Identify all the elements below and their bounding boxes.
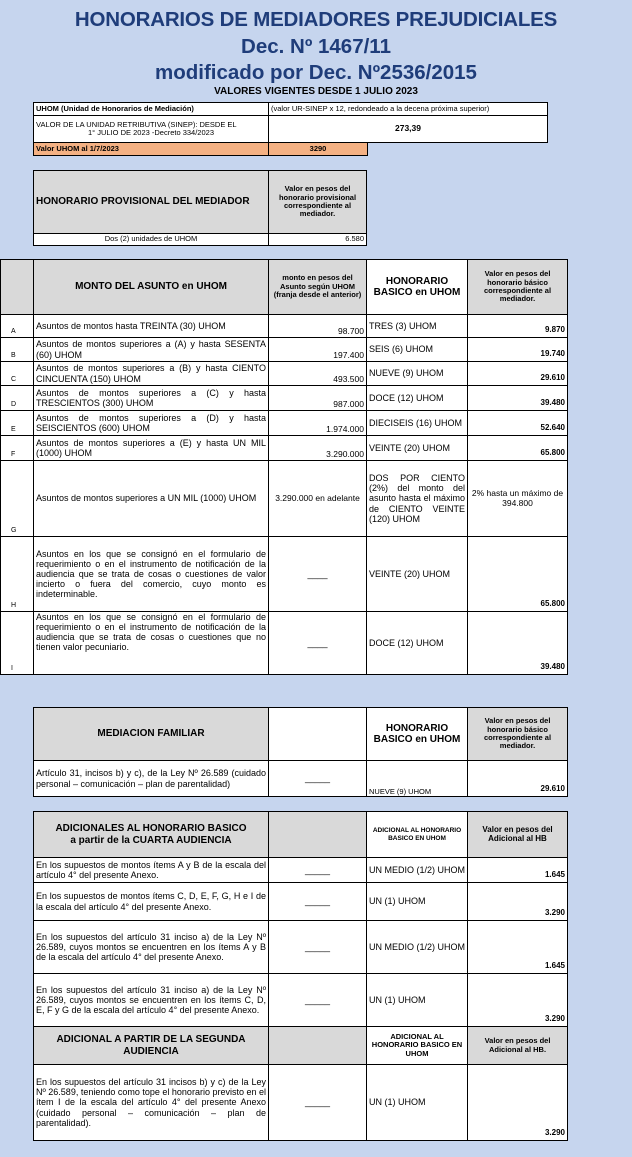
row-asunto: Asuntos de montos superiores a (A) y hasta SESENTA (60) UHOM [34, 338, 269, 362]
uhom-label: UHOM (Unidad de Honorarios de Mediación) [34, 103, 269, 116]
row-asunto: Asuntos de montos superiores a UN MIL (1000) UHOM [34, 461, 269, 537]
row-valor: 29.610 [468, 362, 568, 386]
row-monto: 197.400 [269, 338, 367, 362]
row-letter: B [1, 338, 34, 362]
row-valor: 2% hasta un máximo de 394.800 [468, 461, 568, 537]
valid-from-subtitle: VALORES VIGENTES DESDE 1 JULIO 2023 [214, 86, 418, 97]
row-valor: 39.480 [468, 386, 568, 411]
adicional-row-valor: 1.645 [468, 858, 568, 883]
segunda-row-valor: 3.290 [468, 1065, 568, 1141]
row-valor: 52.640 [468, 411, 568, 436]
table-row [34, 974, 568, 1027]
row-letter: D [1, 386, 34, 411]
segunda-row-uhom: UN (1) UHOM [367, 1065, 468, 1141]
adicional-row-uhom: UN MEDIO (1/2) UHOM [367, 858, 468, 883]
table-row [1, 537, 568, 612]
monto-hb-header: HONORARIO BASICO en UHOM [367, 260, 468, 315]
familiar-header: MEDIACION FAMILIAR [34, 708, 269, 761]
adicional-row-dash: _____ [269, 921, 367, 974]
table-row [1, 338, 568, 362]
adicionales-valor-header: Valor en pesos del Adicional al HB [468, 812, 568, 858]
uhom-definition: (valor UR-SINEP x 12, redondeado a la decena próxima superior) [269, 103, 548, 116]
uhom-table [33, 102, 548, 156]
ur-sinep-label-line-2: 1° JULIO DE 2023 -Decreto 334/2023 [88, 128, 214, 137]
row-monto: 3.290.000 [269, 436, 367, 461]
segunda-empty-header [269, 1027, 367, 1065]
provisional-fee-table [33, 170, 367, 246]
adicional-row-valor: 3.290 [468, 883, 568, 921]
row-monto: 493.500 [269, 362, 367, 386]
adicional-row-uhom: UN (1) UHOM [367, 883, 468, 921]
provisional-fee-header: HONORARIO PROVISIONAL DEL MEDIADOR [34, 171, 269, 234]
adicional-row-valor: 1.645 [468, 921, 568, 974]
table-row [1, 411, 568, 436]
row-hb: SEIS (6) UHOM [367, 338, 468, 362]
row-hb: NUEVE (9) UHOM [367, 362, 468, 386]
row-letter: A [1, 315, 34, 338]
row-letter: F [1, 436, 34, 461]
row-hb: DIECISEIS (16) UHOM [367, 411, 468, 436]
monto-letter-header [1, 260, 34, 315]
row-asunto: Asuntos de montos superiores a (D) y hasta SEISCIENTOS (600) UHOM [34, 411, 269, 436]
adicionales-header [34, 812, 269, 858]
segunda-valor-header: Valor en pesos del Adicional al HB. [468, 1027, 568, 1065]
familiar-hb-header: HONORARIO BASICO en UHOM [367, 708, 468, 761]
row-letter: I [1, 612, 34, 675]
uhom-value: 3290 [269, 143, 368, 156]
title-line-2: Dec. Nº 1467/11 [241, 35, 391, 58]
adicional-row-dash: _____ [269, 974, 367, 1027]
table-row [34, 858, 568, 883]
ur-sinep-label-line-1: VALOR DE LA UNIDAD RETRIBUTIVA (SINEP): DESDE EL [36, 119, 237, 129]
table-row [34, 883, 568, 921]
adicional-row-text: En los supuestos del artículo 31 inciso a) de la Ley Nº 26.589, cuyos montos se encuentren en los ítems C, D, E, F y G de la escala del artículo 4° del presente Anexo. [34, 974, 269, 1027]
row-asunto: Asuntos en los que se consignó en el formulario de requerimiento o en el instrumento de notificación de la audiencia que se trata de cosas o cuestiones que no tienen valor pecuniario. [34, 612, 269, 675]
adicional-row-text: En los supuestos del artículo 31 inciso a) de la Ley Nº 26.589, cuyos montos se encuentren en los ítems A y B de la escala del artículo 4° del presente Anexo. [34, 921, 269, 974]
row-letter: H [1, 537, 34, 612]
adicionales-header-line-1: ADICIONALES AL HONORARIO BASICO [55, 823, 247, 835]
adicional-row-dash: _____ [269, 883, 367, 921]
monto-pesos-header: monto en pesos del Asunto según UHOM (franja desde el anterior) [269, 260, 367, 315]
table-row [34, 921, 568, 974]
title-line-1: HONORARIOS DE MEDIADORES PREJUDICIALES [74, 8, 558, 31]
row-hb: TRES (3) UHOM [367, 315, 468, 338]
adicional-row-dash: _____ [269, 858, 367, 883]
row-asunto: Asuntos de montos superiores a (C) y hasta TRESCIENTOS (300) UHOM [34, 386, 269, 411]
row-monto: ____ [269, 612, 367, 675]
row-letter: G [1, 461, 34, 537]
row-valor: 65.800 [468, 537, 568, 612]
table-row [1, 362, 568, 386]
table-row [1, 436, 568, 461]
row-hb: VEINTE (20) UHOM [367, 537, 468, 612]
row-letter: E [1, 411, 34, 436]
monto-valor-header: Valor en pesos del honorario básico correspondiente al mediador. [468, 260, 568, 315]
monto-asunto-header: MONTO DEL ASUNTO en UHOM [34, 260, 269, 315]
provisional-fee-value-header: Valor en pesos del honorario provisional correspondiente al mediador. [269, 171, 367, 234]
provisional-fee-row-value: 6.580 [269, 234, 367, 246]
row-valor: 9.870 [468, 315, 568, 338]
row-asunto: Asuntos de montos superiores a (B) y hasta CIENTO CINCUENTA (150) UHOM [34, 362, 269, 386]
ur-sinep-value: 273,39 [269, 116, 548, 143]
row-monto: 987.000 [269, 386, 367, 411]
row-asunto: Asuntos de montos hasta TREINTA (30) UHOM [34, 315, 269, 338]
row-valor: 19.740 [468, 338, 568, 362]
segunda-audiencia-header: ADICIONAL A PARTIR DE LA SEGUNDA AUDIENCIA [34, 1027, 269, 1065]
table-row [34, 1065, 568, 1141]
adicionales-uhom-header: ADICIONAL AL HONORARIO BASICO EN UHOM [367, 812, 468, 858]
segunda-uhom-header: ADICIONAL AL HONORARIO BASICO EN UHOM [367, 1027, 468, 1065]
row-monto: 1.974.000 [269, 411, 367, 436]
row-asunto: Asuntos en los que se consignó en el formulario de requerimiento o en el instrumento de notificación de la audiencia que se trata de cosas o cuestiones de valor incierto o fuera del comercio, cuyo monto es indeterminable. [34, 537, 269, 612]
uhom-empty-cell [368, 143, 548, 156]
adicional-row-uhom: UN MEDIO (1/2) UHOM [367, 921, 468, 974]
familiar-empty-header [269, 708, 367, 761]
row-hb: DOCE (12) UHOM [367, 612, 468, 675]
ur-sinep-label [34, 116, 269, 143]
table-row [1, 315, 568, 338]
adicional-row-valor: 3.290 [468, 974, 568, 1027]
table-row [1, 612, 568, 675]
table-row [1, 461, 568, 537]
adicionales-header-line-2: a partir de la CUARTA AUDIENCIA [70, 834, 232, 846]
table-row [1, 386, 568, 411]
adicionales-empty-header [269, 812, 367, 858]
row-valor: 39.480 [468, 612, 568, 675]
uhom-value-label: Valor UHOM al 1/7/2023 [34, 143, 269, 156]
row-hb: VEINTE (20) UHOM [367, 436, 468, 461]
adicionales-table [33, 811, 568, 1141]
segunda-row-dash: _____ [269, 1065, 367, 1141]
title-line-3: modificado por Dec. Nº2536/2015 [155, 61, 477, 84]
familiar-row-hb: NUEVE (9) UHOM [367, 761, 468, 797]
provisional-fee-row-label: Dos (2) unidades de UHOM [34, 234, 269, 246]
table-row [34, 761, 568, 797]
row-hb: DOCE (12) UHOM [367, 386, 468, 411]
segunda-row-text: En los supuestos del artículo 31 incisos b) y c) de la Ley Nº 26.589, teniendo como tope el honorario previsto en el ítem I de la escala del artículo 4° del presente Anexo (cuidado personal – comunicación – plan de parentalidad). [34, 1065, 269, 1141]
row-letter: C [1, 362, 34, 386]
monto-asunto-table [0, 259, 568, 675]
row-valor: 65.800 [468, 436, 568, 461]
row-monto: ____ [269, 537, 367, 612]
row-monto: 3.290.000 en adelante [269, 461, 367, 537]
adicional-row-text: En los supuestos de montos ítems A y B de la escala del artículo 4° del presente Anexo. [34, 858, 269, 883]
familiar-row-valor: 29.610 [468, 761, 568, 797]
mediacion-familiar-table [33, 707, 568, 797]
row-asunto: Asuntos de montos superiores a (E) y hasta UN MIL (1000) UHOM [34, 436, 269, 461]
row-monto: 98.700 [269, 315, 367, 338]
familiar-valor-header: Valor en pesos del honorario básico correspondiente al mediador. [468, 708, 568, 761]
adicional-row-text: En los supuestos de montos ítems C, D, E, F, G, H e I de la escala del artículo 4° del presente Anexo. [34, 883, 269, 921]
adicional-row-uhom: UN (1) UHOM [367, 974, 468, 1027]
familiar-row-text: Artículo 31, incisos b) y c), de la Ley Nº 26.589 (cuidado personal – comunicación – plan de parentalidad) [34, 761, 269, 797]
row-hb: DOS POR CIENTO (2%) del monto del asunto hasta el máximo de CIENTO VEINTE (120) UHOM [367, 461, 468, 537]
familiar-row-dash: _____ [269, 761, 367, 797]
